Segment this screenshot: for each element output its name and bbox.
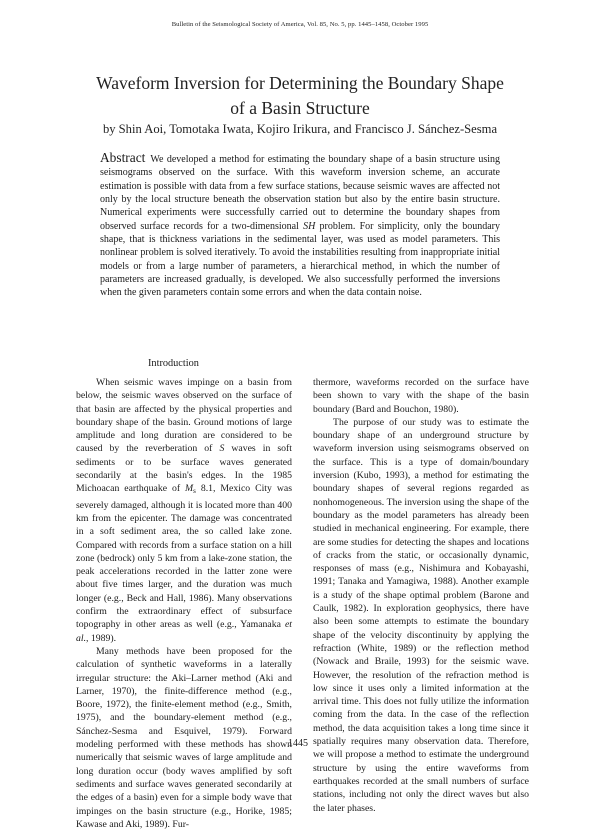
paragraph: The purpose of our study was to estimate the boundary shape of an underground structure by waveform inversion using seismograms observed on the surface. This is a type of domain/boundary inversion (Kubo, 1993), a method for estimating the boundary shapes of several regions regarded as nonhomogeneous. The inversion using the shape of the boundary as the model parameters has already been studied in mechanical engineering. For example, there are some studies for detecting the shapes and locations of cracks from the static, or occasionally dynamic, responses of mass (e.g., Nishimura and Kobayashi, 1991; Tanaka and Yamagiwa, 1988). Another example is a study of the shape optimal problem (Barone and Caulk, 1982). In exploration geophysics, there have also been some attempts to estimate the boundary shape of the velocity discontinuity by applying the refraction (White, 1989) or the reflection method (Nowack and Braile, 1993) for the seismic wave. However, the resolution of the refraction method is low since it uses only a limited information at the arrival time. This does not fully utilize the information coming from the data. In the case of the reflection method, the data acquisition takes a long time since it spatially requires many observation data. Therefore, we will propose a method to estimate the underground structure by using the entire waveforms from earthquakes recorded at the small numbers of surface stations, including not only the direct waves but also the later phases.	[313, 416, 529, 814]
abstract-sh: SH	[303, 220, 316, 232]
text: When seismic waves impinge on a basin from below, the seismic waves observed on the surface of that basin are affected by the physical properties and boundary shape of the basin. Ground motions of large amplitude and long duration are considered to be caused by the reverberation of	[76, 377, 292, 455]
text: waves in soft sediments or to be surface waves generated secondarily at the basin's edges. In the 1985 Michoacan earthquake of	[76, 443, 293, 495]
abstract-label: Abstract	[100, 150, 146, 165]
text: 8.1, Mexico City was severely damaged, although it is located more than 400 km from the epicenter. The damage was concentrated in a soft sediment area, the so called lake zone. Compared with records from a surface station on a hill zone (bedrock) only 5 km from a lake-zone station, the peak accelerations recorded in the latter zone were about five times larger, and the duration was much longer (e.g., Beck and Hall, 1986). Many observations confirm the extraordinary effect of subsurface topography in other areas as well (e.g., Yamanaka	[76, 483, 292, 631]
paragraph	[76, 376, 292, 645]
title-line-1: Waveform Inversion for Determining the Boundary Shape	[96, 73, 504, 93]
section-heading-introduction: Introduction	[148, 358, 199, 369]
text: , 1989).	[86, 632, 117, 644]
text-italic: et al.	[76, 619, 292, 644]
paper-title	[0, 71, 600, 121]
paragraph: thermore, waveforms recorded on the surface have been shown to vary with the shape of the basin boundary (Bard and Bouchon, 1980).	[313, 377, 529, 415]
journal-header: Bulletin of the Seismological Society of America, Vol. 85, No. 5, pp. 1445–1458, October 1995	[171, 21, 429, 28]
paragraph: Many methods have been proposed for the calculation of synthetic waveforms in a laterally irregular structure: the Aki–Larner method (Aki and Larner, 1970), the finite-difference method (e.g., Boore, 1972), the finite-element method (e.g., Smith, 1975), and the boundary-element method (e.g., Sánchez-Sesma and Esquivel, 1979). Forward modeling performed with these methods has shown numerically that seismic waves of large amplitude and long duration occur (body waves amplified by soft sediments and surface waves generated secondarily at the edges of a basin) even for a simple body wave that impinges on the basin structure (e.g., Horike, 1985; Kawase and Aki, 1989). Fur-	[76, 645, 292, 830]
right-column	[313, 376, 529, 815]
subscript: s	[193, 487, 196, 496]
abstract	[100, 151, 500, 300]
abstract-text-1: We developed a method for estimating the boundary shape of a basin structure using seismograms observed on the surface. With this waveform inversion scheme, an accurate estimation is possible with data from a few surface stations, because seismic waves are affected not only by the local structure beneath the observation station but also by the entire basin structure. Numerical experiments were successfully carried out to determine the boundary shapes from observed surface records for a two-dimensional	[100, 154, 500, 232]
left-column	[76, 376, 292, 831]
text-italic: S	[219, 443, 225, 455]
text-italic: M	[185, 483, 194, 495]
authors: by Shin Aoi, Tomotaka Iwata, Kojiro Irikura, and Francisco J. Sánchez-Sesma	[102, 122, 498, 136]
title-line-2: of a Basin Structure	[230, 98, 370, 118]
page-number: 1445	[288, 738, 308, 749]
abstract-text-2: problem. For simplicity, only the boundary shape, that is thickness variations in the sedimental layer, was used as model parameters. This nonlinear problem is solved iteratively. To avoid the instabilities resulting from inappropriate initial models or from a large number of parameters, a hierarchical method, in which the number of parameters are increased gradually, is developed. We also successfully performed the inversions when the given parameters contain some errors and when the data contain noise.	[100, 220, 500, 299]
